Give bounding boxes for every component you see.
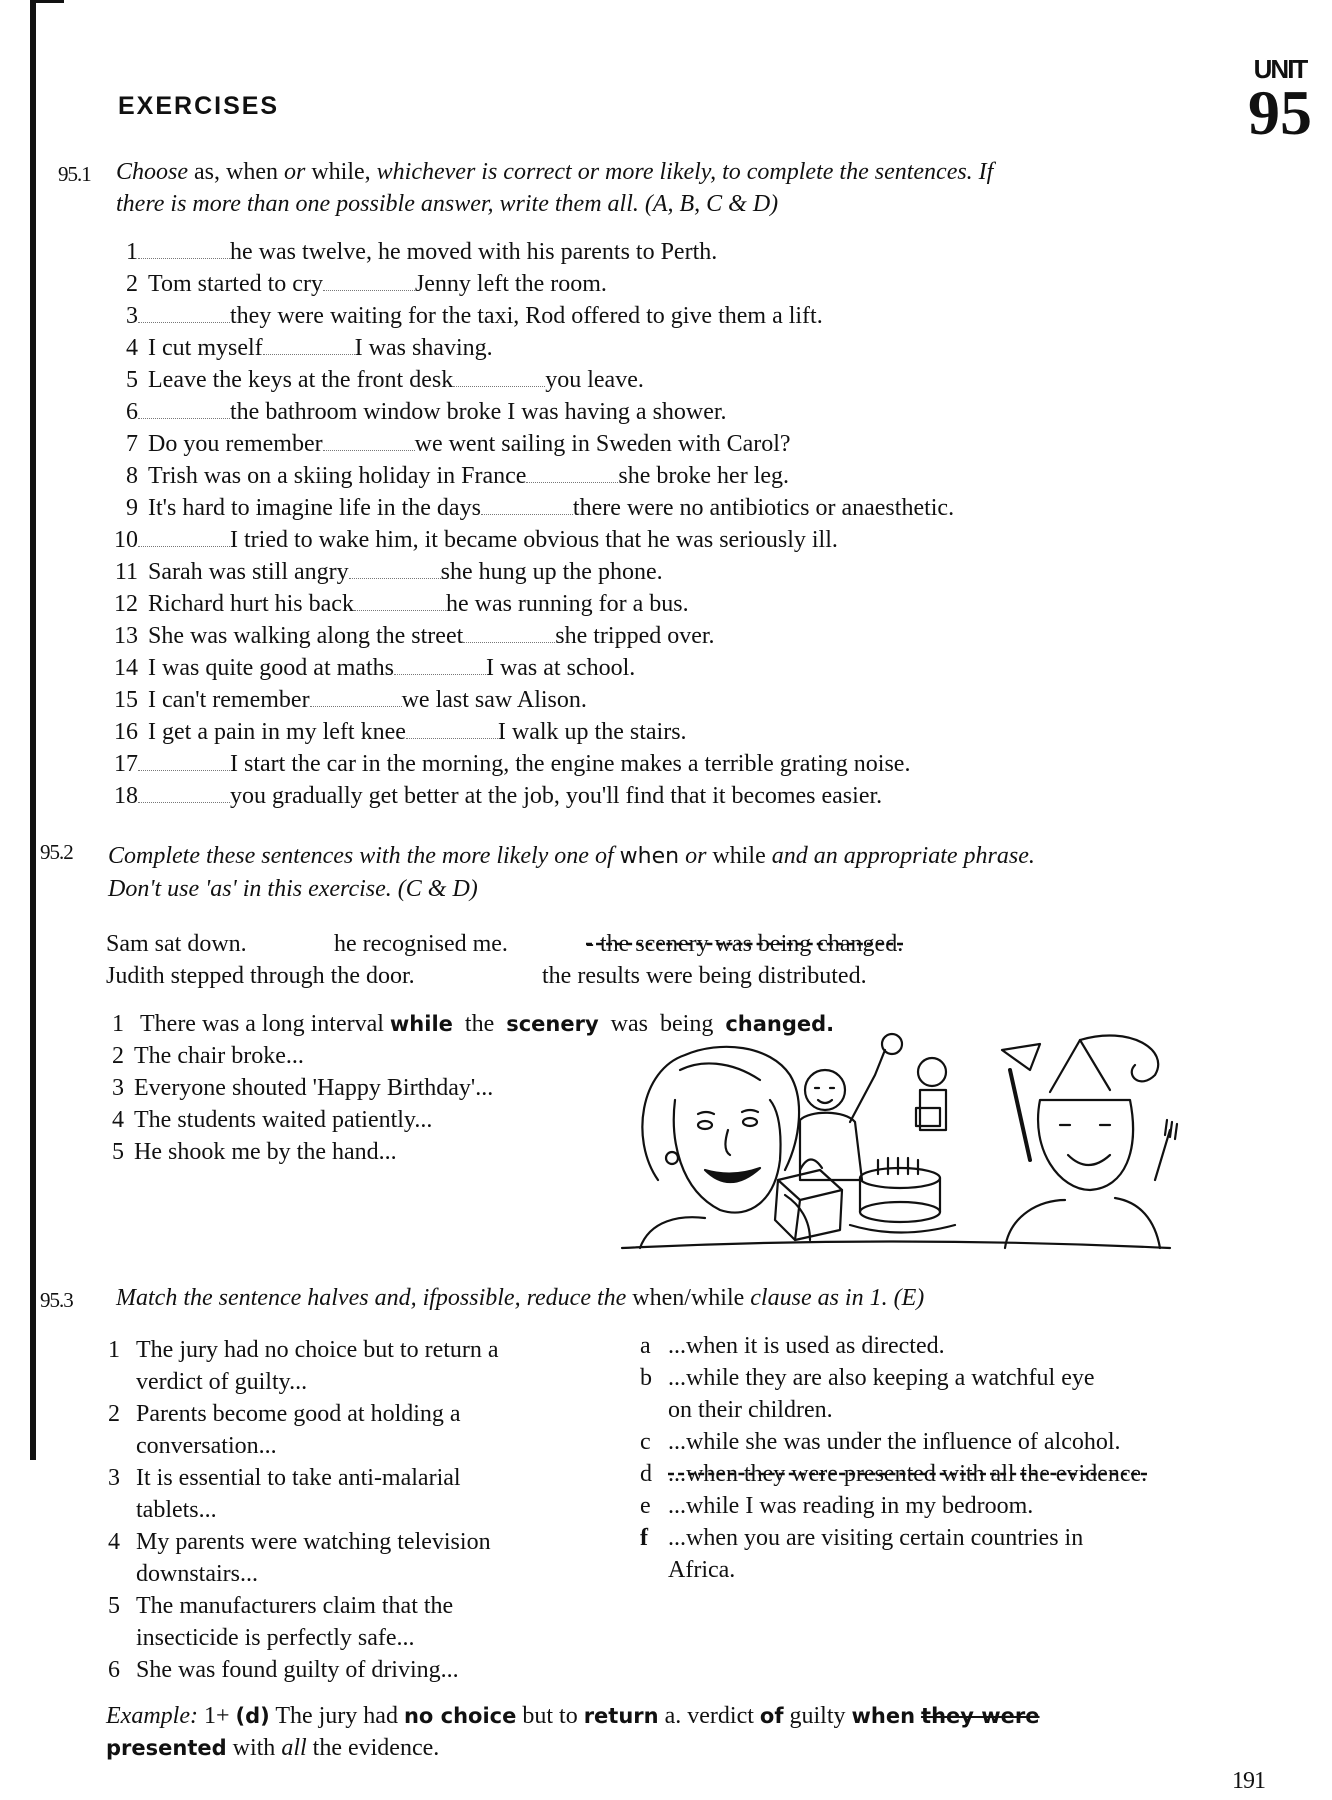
list-item: 4 The students waited patiently... xyxy=(112,1107,433,1133)
match-right-item xyxy=(640,1330,1260,1362)
item-letter: f xyxy=(640,1525,648,1551)
answer-blank[interactable] xyxy=(526,464,618,483)
sentence-part: I was quite good at maths xyxy=(148,655,394,681)
list-item: 3 Everyone shouted 'Happy Birthday'... xyxy=(112,1075,494,1101)
answer-blank[interactable] xyxy=(463,624,555,643)
answer-blank[interactable] xyxy=(481,496,573,515)
sentence-part: Richard hurt his back xyxy=(148,591,354,617)
item-text: My parents were watching television xyxy=(136,1529,491,1555)
item-text: ...when they were presented with all the evidence. xyxy=(668,1461,1148,1487)
sentence-part: Tom started to cry xyxy=(148,271,323,297)
item-letter: 5 xyxy=(108,1593,120,1619)
item-text: on their children. xyxy=(668,1397,833,1423)
sentence-part: I tried to wake him, it became obvious that he was seriously ill. xyxy=(230,527,838,553)
sentence-part: you gradually get better at the job, you'll find that it becomes easier. xyxy=(230,783,883,809)
phrase-box-text-used: - the scenery was being changed. xyxy=(586,931,904,957)
instr-text: clause as in 1. (E) xyxy=(750,1285,925,1311)
section-title: EXERCISES xyxy=(118,92,280,120)
match-left-column xyxy=(108,1334,638,1686)
instr-text: Complete these sentences with the more likely one of xyxy=(108,843,614,869)
list-item xyxy=(108,716,954,748)
list-item: 5 He shook me by the hand... xyxy=(112,1139,397,1165)
party-hat xyxy=(1050,1040,1110,1092)
item-number: 16 xyxy=(114,719,138,745)
handwritten-strikethrough: they were xyxy=(921,1704,1040,1728)
item-number: 3 xyxy=(126,303,138,329)
item-text: Africa. xyxy=(668,1557,736,1583)
item-number: 10 xyxy=(114,527,138,553)
item-text: verdict of guilty... xyxy=(136,1369,308,1395)
item-text: She was found guilty of driving... xyxy=(136,1657,459,1683)
answer-blank[interactable] xyxy=(354,592,446,611)
answer-blank[interactable] xyxy=(138,752,230,771)
item-number: 2 xyxy=(126,271,138,297)
instr-text: or xyxy=(685,843,707,869)
item-letter: e xyxy=(640,1493,651,1519)
page-number: 191 xyxy=(1232,1768,1265,1794)
item-letter: 3 xyxy=(108,1465,120,1491)
match-right-column xyxy=(640,1330,1260,1586)
sentence-part: I start the car in the morning, the engine makes a terrible grating noise. xyxy=(230,751,911,777)
item-number: 15 xyxy=(114,687,138,713)
item-number: 17 xyxy=(114,751,138,777)
match-left-item xyxy=(108,1526,638,1590)
list-item xyxy=(108,748,954,780)
answer-blank[interactable] xyxy=(349,560,441,579)
handwritten-answer: while xyxy=(389,1012,453,1036)
sentence-part: I get a pain in my left knee xyxy=(148,719,406,745)
match-right-item xyxy=(640,1522,1260,1586)
instr-text: or xyxy=(283,159,306,185)
cake xyxy=(860,1168,940,1188)
match-right-item xyxy=(640,1490,1260,1522)
list-item xyxy=(108,556,954,588)
answer-blank[interactable] xyxy=(394,656,486,675)
item-letter: a xyxy=(640,1333,651,1359)
list-item: 2 The chair broke... xyxy=(112,1043,304,1069)
boy-face xyxy=(1038,1100,1133,1190)
exercise-number: 95.1 xyxy=(58,162,91,186)
list-item xyxy=(108,780,954,812)
sentence-part: there were no antibiotics or anaesthetic. xyxy=(572,495,955,521)
item-number: 18 xyxy=(114,783,138,809)
instr-text: Choose xyxy=(116,159,188,185)
phrase-box-text: he recognised me. xyxy=(334,931,508,957)
candles xyxy=(878,1158,918,1174)
match-left-item xyxy=(108,1590,638,1654)
sentence-part: they were waiting for the taxi, Rod offered to give them a lift. xyxy=(230,303,823,329)
sentence-part: I cut myself xyxy=(148,335,263,361)
man-body xyxy=(800,1113,862,1180)
match-right-item xyxy=(640,1458,1260,1490)
unit-number: 95 xyxy=(1248,77,1312,148)
answer-blank[interactable] xyxy=(310,688,402,707)
item-number: 4 xyxy=(126,335,138,361)
answer-blank[interactable] xyxy=(406,720,498,739)
answer-blank[interactable] xyxy=(453,368,545,387)
list-item xyxy=(108,300,954,332)
example-line: presented with all the evidence. xyxy=(106,1735,440,1761)
list-item xyxy=(108,588,954,620)
sentence-part: It's hard to imagine life in the days xyxy=(148,495,481,521)
match-left-item xyxy=(108,1462,638,1526)
sentence-part: you leave. xyxy=(545,367,644,393)
handwritten-answer: presented xyxy=(106,1736,227,1760)
match-right-item xyxy=(640,1362,1260,1426)
item-letter: 4 xyxy=(108,1529,120,1555)
sentence-part: I walk up the stairs. xyxy=(497,719,687,745)
answer-blank[interactable] xyxy=(263,336,355,355)
phrase-box-text: Sam sat down. xyxy=(106,931,247,957)
list-item xyxy=(108,620,954,652)
instr-keyword: when xyxy=(226,159,278,185)
answer-blank[interactable] xyxy=(323,432,415,451)
handwritten-answer: return xyxy=(583,1704,659,1728)
example-line: Example: 1+ (d) The jury had no choice but to return a. verdict of guilty when they were xyxy=(106,1703,1040,1729)
instr-text: there is more than one possible answer, write them all. (A, B, C & D) xyxy=(116,191,779,217)
handwritten-answer: of xyxy=(759,1704,784,1728)
sentence-part: Trish was on a skiing holiday in France xyxy=(148,463,527,489)
instr-text: and an appropriate phrase. xyxy=(771,843,1035,869)
list-item xyxy=(108,236,954,268)
phrase-box-text: Judith stepped through the door. xyxy=(106,963,415,989)
match-left-item xyxy=(108,1398,638,1462)
unit-badge xyxy=(1240,54,1320,148)
instr-keyword: while, xyxy=(311,159,371,185)
item-text: ...while they are also keeping a watchful eye xyxy=(668,1365,1095,1391)
item-letter: 1 xyxy=(108,1337,120,1363)
instr-keyword: when xyxy=(619,844,680,869)
instr-text: Don't use 'as' in this exercise. (C & D) xyxy=(108,876,478,902)
sentence-part: he was running for a bus. xyxy=(445,591,689,617)
sentence-part: we went sailing in Sweden with Carol? xyxy=(414,431,791,457)
item-text: It is essential to take anti-malarial xyxy=(136,1465,461,1491)
exercise-instructions xyxy=(108,840,1228,905)
party-illustration xyxy=(610,1030,1180,1250)
exercise-number: 95.2 xyxy=(40,840,73,864)
handwritten-answer: scenery xyxy=(506,1012,599,1036)
answer-blank[interactable] xyxy=(138,528,230,547)
ground-line xyxy=(622,1242,1170,1249)
answer-blank[interactable] xyxy=(138,304,230,323)
list-item xyxy=(108,524,954,556)
answer-blank[interactable] xyxy=(138,400,230,419)
spine-rule xyxy=(30,0,36,1460)
answer-blank[interactable] xyxy=(138,784,230,803)
list-item xyxy=(108,428,954,460)
list-item xyxy=(108,332,954,364)
exercise-number: 95.3 xyxy=(40,1288,73,1312)
instr-keyword: while xyxy=(712,843,766,869)
exercise-list xyxy=(108,236,954,812)
item-letter: b xyxy=(640,1365,652,1391)
item-letter: d xyxy=(640,1461,652,1487)
item-letter: 2 xyxy=(108,1401,120,1427)
item-text: ...while I was reading in my bedroom. xyxy=(668,1493,1034,1519)
instr-text: whichever is correct or more likely, to complete the sentences. If xyxy=(376,159,994,185)
item-text: downstairs... xyxy=(136,1561,258,1587)
unit-label: UNIT xyxy=(1253,54,1307,84)
match-left-item xyxy=(108,1654,638,1686)
item-text: ...while she was under the influence of alcohol. xyxy=(668,1429,1121,1455)
woman-face xyxy=(674,1100,781,1213)
list-item xyxy=(108,652,954,684)
item-text: The jury had no choice but to return a xyxy=(136,1337,499,1363)
item-text: insecticide is perfectly safe... xyxy=(136,1625,415,1651)
sentence-part: she tripped over. xyxy=(555,623,715,649)
list-item xyxy=(108,268,954,300)
sentence-part: I was at school. xyxy=(485,655,636,681)
item-text: conversation... xyxy=(136,1433,277,1459)
phrase-box-text: the results were being distributed. xyxy=(542,963,867,989)
handwritten-answer: when xyxy=(851,1704,916,1728)
instr-text: Match the sentence halves and, ifpossible, reduce the xyxy=(116,1285,627,1311)
handwritten-answer: (d) xyxy=(235,1704,270,1728)
handwritten-answer: changed. xyxy=(725,1012,835,1036)
match-right-item xyxy=(640,1426,1260,1458)
sentence-part: she hung up the phone. xyxy=(440,559,663,585)
item-text: ...when you are visiting certain countries in xyxy=(668,1525,1084,1551)
item-text: ...when it is used as directed. xyxy=(668,1333,945,1359)
list-item xyxy=(108,364,954,396)
item-text: Parents become good at holding a xyxy=(136,1401,461,1427)
list-item: 1 There was a long interval while the scenery was being changed. xyxy=(112,1011,835,1037)
item-number: 12 xyxy=(114,591,138,617)
sentence-part: Leave the keys at the front desk xyxy=(148,367,454,393)
instr-keyword: when/while xyxy=(632,1285,745,1311)
item-number: 9 xyxy=(126,495,138,521)
answer-blank[interactable] xyxy=(138,240,230,259)
item-number: 8 xyxy=(126,463,138,489)
handwritten-answer: no choice xyxy=(403,1704,517,1728)
sentence-part: I was shaving. xyxy=(354,335,493,361)
instr-keyword: as, xyxy=(194,159,220,185)
sentence-part: the bathroom window broke I was having a shower. xyxy=(230,399,727,425)
item-number: 14 xyxy=(114,655,138,681)
sentence-part: he was twelve, he moved with his parents to Perth. xyxy=(230,239,718,265)
sentence-part: I can't remember xyxy=(148,687,310,713)
item-number: 13 xyxy=(114,623,138,649)
sentence-part: she broke her leg. xyxy=(618,463,790,489)
item-letter: c xyxy=(640,1429,651,1455)
sentence-part: Sarah was still angry xyxy=(148,559,349,585)
item-letter: 6 xyxy=(108,1657,120,1683)
item-number: 5 xyxy=(126,367,138,393)
list-item xyxy=(108,460,954,492)
sentence-part: we last saw Alison. xyxy=(401,687,587,713)
sentence-part: Do you remember xyxy=(148,431,323,457)
item-text: tablets... xyxy=(136,1497,217,1523)
item-text: The manufacturers claim that the xyxy=(136,1593,454,1619)
item-number: 7 xyxy=(126,431,138,457)
list-item xyxy=(108,492,954,524)
exercise-instructions xyxy=(116,1282,1216,1314)
exercise-instructions xyxy=(116,156,1216,220)
item-number: 11 xyxy=(114,559,138,585)
answer-blank[interactable] xyxy=(323,272,415,291)
sentence-part: Jenny left the room. xyxy=(414,271,607,297)
list-item xyxy=(108,684,954,716)
match-left-item xyxy=(108,1334,638,1398)
item-number: 6 xyxy=(126,399,138,425)
item-number: 1 xyxy=(126,239,138,265)
list-item xyxy=(108,396,954,428)
sentence-part: She was walking along the street xyxy=(148,623,464,649)
